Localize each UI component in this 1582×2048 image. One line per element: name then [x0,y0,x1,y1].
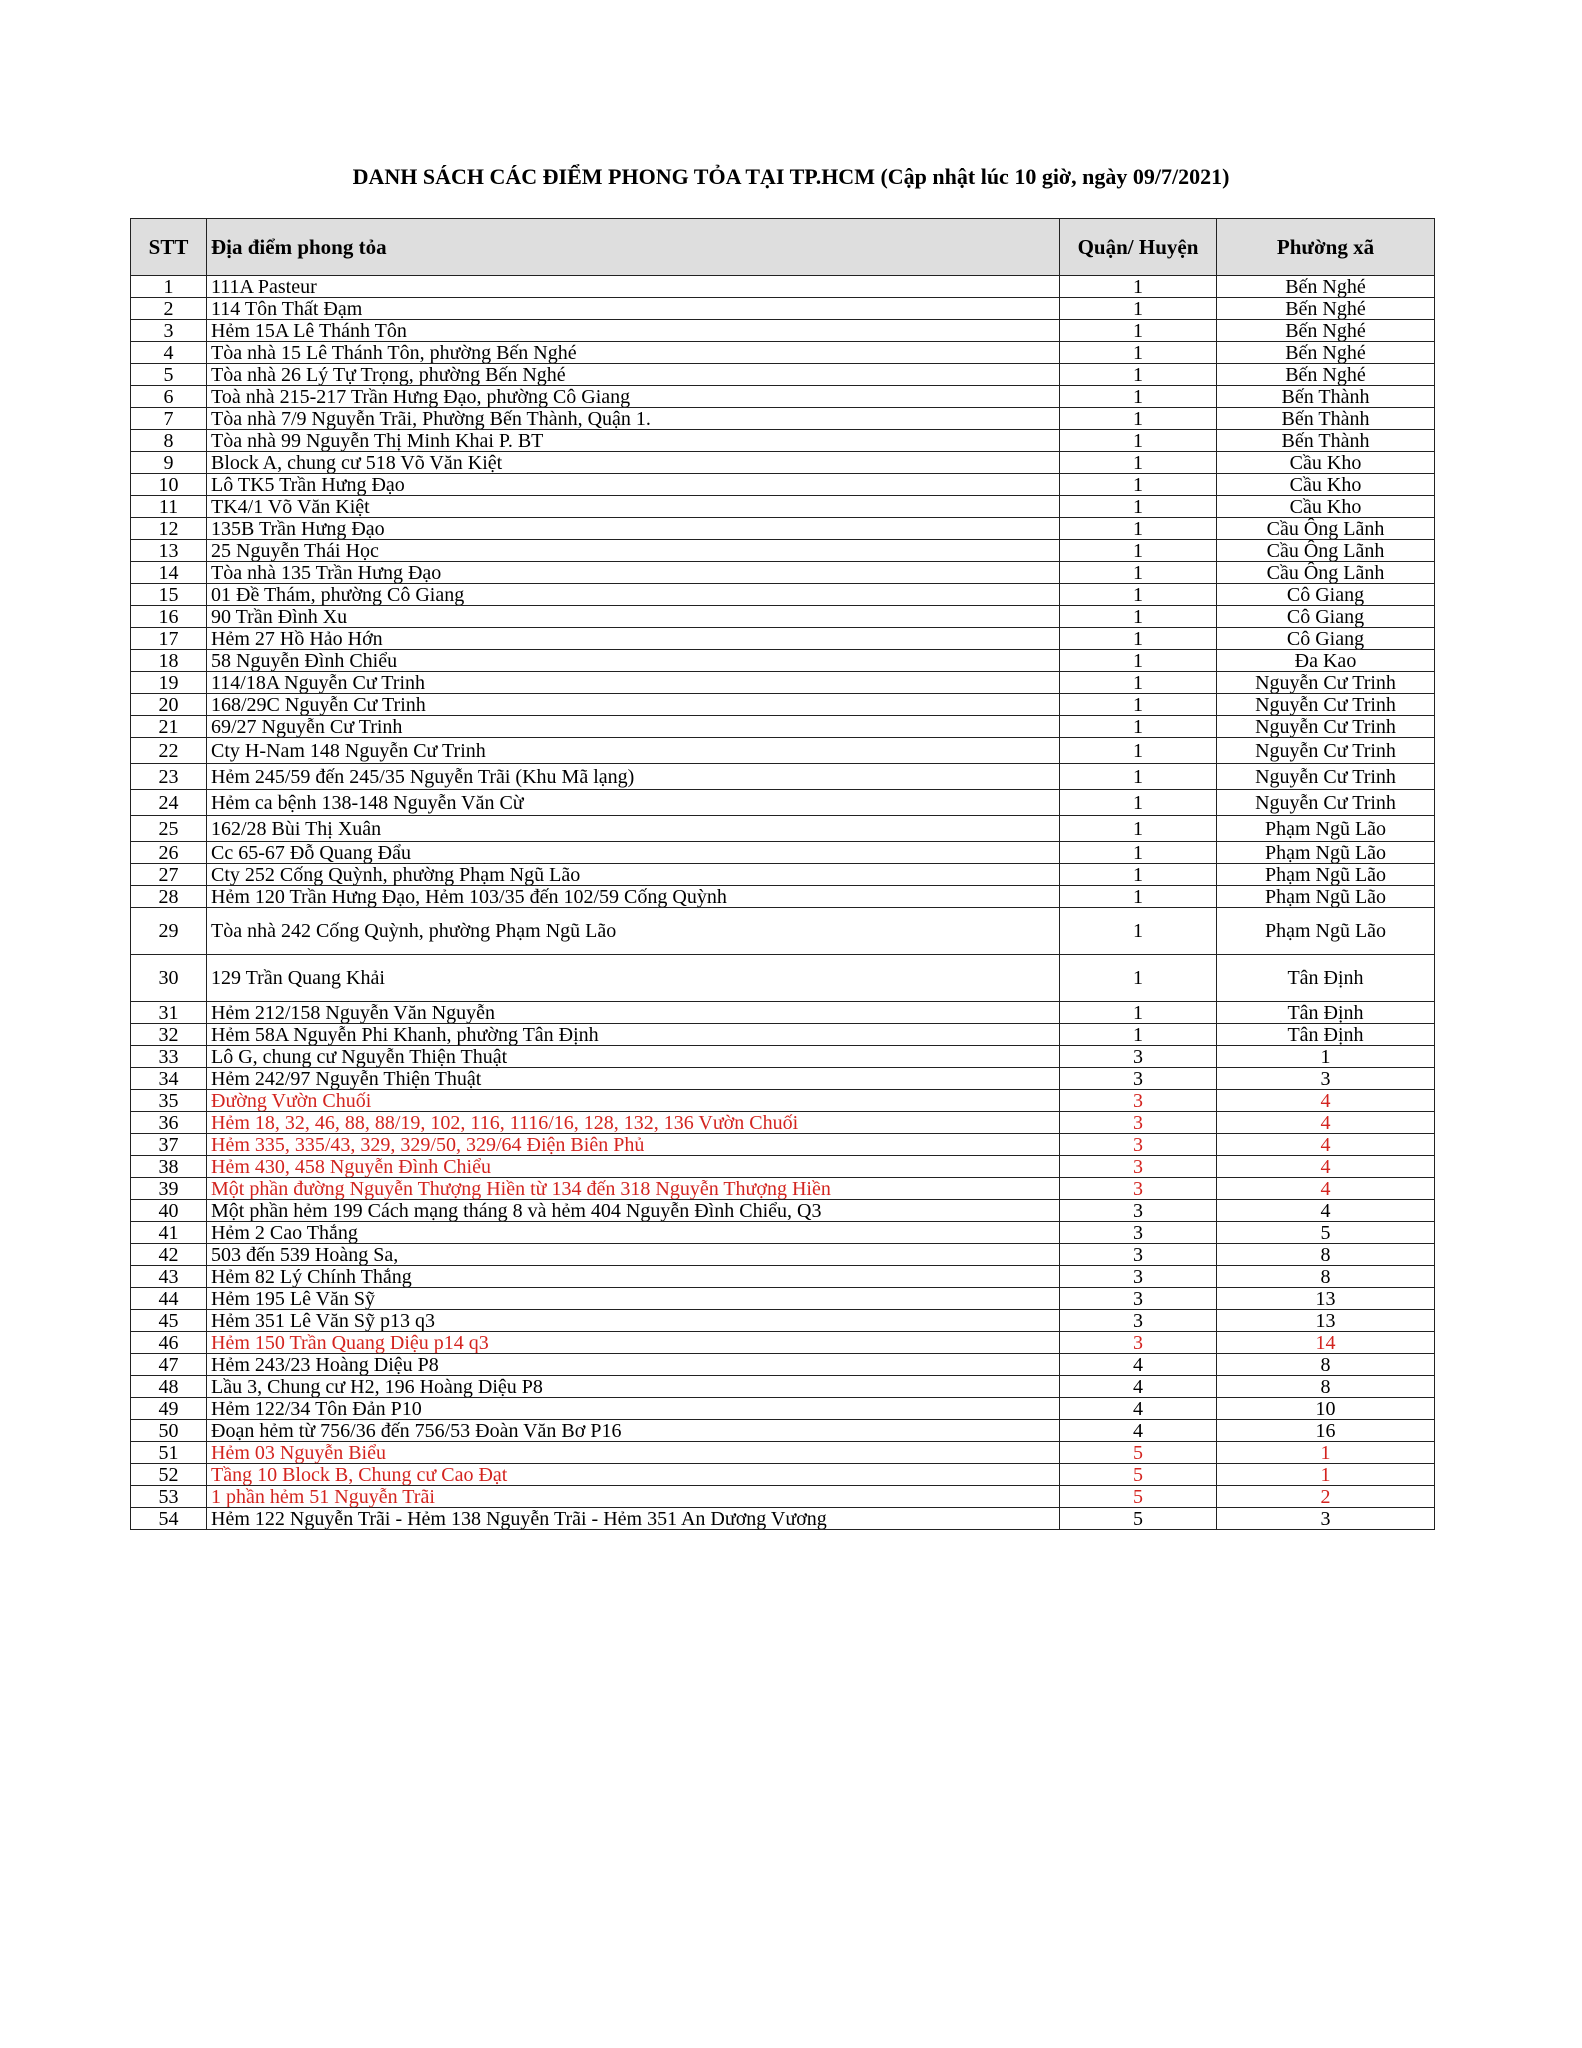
table-row [131,1420,1435,1442]
row-address: Một phần hẻm 199 Cách mạng tháng 8 và hẻm 404 Nguyễn Đình Chiểu, Q3 [207,1200,1060,1222]
row-district: 1 [1060,864,1217,886]
table-row [131,320,1435,342]
row-ward: Bến Thành [1217,430,1435,452]
row-district: 1 [1060,672,1217,694]
row-district: 1 [1060,886,1217,908]
row-district: 1 [1060,650,1217,672]
row-district: 1 [1060,276,1217,298]
row-stt: 32 [131,1024,207,1046]
row-stt: 7 [131,408,207,430]
row-ward: 10 [1217,1398,1435,1420]
row-ward: Nguyễn Cư Trinh [1217,694,1435,716]
table-row [131,842,1435,864]
table-row [131,364,1435,386]
row-stt: 14 [131,562,207,584]
row-stt: 44 [131,1288,207,1310]
row-ward: Cô Giang [1217,606,1435,628]
row-ward: 5 [1217,1222,1435,1244]
row-address: 90 Trần Đình Xu [207,606,1060,628]
row-district: 5 [1060,1442,1217,1464]
row-district: 4 [1060,1376,1217,1398]
row-stt: 40 [131,1200,207,1222]
row-stt: 15 [131,584,207,606]
row-ward: Phạm Ngũ Lão [1217,886,1435,908]
row-address: Lô TK5 Trần Hưng Đạo [207,474,1060,496]
row-district: 1 [1060,408,1217,430]
row-ward: Cầu Ông Lãnh [1217,562,1435,584]
row-district: 1 [1060,518,1217,540]
row-address: 129 Trần Quang Khải [207,955,1060,1002]
row-address: Cty 252 Cống Quỳnh, phường Phạm Ngũ Lão [207,864,1060,886]
row-ward: Nguyễn Cư Trinh [1217,716,1435,738]
row-ward: Nguyễn Cư Trinh [1217,672,1435,694]
table-row [131,1244,1435,1266]
row-address: Hẻm 430, 458 Nguyễn Đình Chiểu [207,1156,1060,1178]
row-stt: 34 [131,1068,207,1090]
table-row [131,672,1435,694]
row-address: 1 phần hẻm 51 Nguyễn Trãi [207,1486,1060,1508]
row-address: Hẻm 351 Lê Văn Sỹ p13 q3 [207,1310,1060,1332]
row-ward: Tân Định [1217,1002,1435,1024]
row-district: 1 [1060,1002,1217,1024]
row-address: Hẻm 58A Nguyễn Phi Khanh, phường Tân Định [207,1024,1060,1046]
row-ward: Bến Thành [1217,408,1435,430]
table-row [131,408,1435,430]
row-district: 4 [1060,1398,1217,1420]
table-row [131,584,1435,606]
header-row [131,219,1435,276]
row-address: Tòa nhà 135 Trần Hưng Đạo [207,562,1060,584]
row-district: 3 [1060,1112,1217,1134]
row-stt: 2 [131,298,207,320]
row-ward: Đa Kao [1217,650,1435,672]
table-row [131,452,1435,474]
table-row [131,518,1435,540]
table-row [131,1222,1435,1244]
table-header [131,219,1435,276]
row-address: Đường Vườn Chuối [207,1090,1060,1112]
row-address: Hẻm 242/97 Nguyễn Thiện Thuật [207,1068,1060,1090]
row-address: Tòa nhà 7/9 Nguyễn Trãi, Phường Bến Thành, Quận 1. [207,408,1060,430]
row-stt: 17 [131,628,207,650]
document-title: DANH SÁCH CÁC ĐIỂM PHONG TỎA TẠI TP.HCM (Cập nhật lúc 10 giờ, ngày 09/7/2021) [352,164,1230,189]
row-address: Toà nhà 215-217 Trần Hưng Đạo, phường Cô Giang [207,386,1060,408]
row-stt: 45 [131,1310,207,1332]
row-district: 3 [1060,1090,1217,1112]
row-ward: 16 [1217,1420,1435,1442]
row-ward: 14 [1217,1332,1435,1354]
row-address: Hẻm 212/158 Nguyễn Văn Nguyễn [207,1002,1060,1024]
table-row [131,1156,1435,1178]
table-row [131,1332,1435,1354]
row-district: 3 [1060,1178,1217,1200]
row-ward: Nguyễn Cư Trinh [1217,764,1435,790]
row-address: Hẻm 82 Lý Chính Thắng [207,1266,1060,1288]
row-ward: 1 [1217,1442,1435,1464]
row-stt: 37 [131,1134,207,1156]
row-district: 1 [1060,955,1217,1002]
row-ward: Cầu Ông Lãnh [1217,540,1435,562]
row-district: 3 [1060,1266,1217,1288]
header-district: Quận/ Huyện [1060,219,1217,276]
table-row [131,1002,1435,1024]
row-stt: 9 [131,452,207,474]
row-district: 3 [1060,1200,1217,1222]
row-address: Hẻm 195 Lê Văn Sỹ [207,1288,1060,1310]
table-row [131,562,1435,584]
lockdown-table [130,218,1435,1530]
row-district: 3 [1060,1222,1217,1244]
row-district: 1 [1060,452,1217,474]
row-ward: Bến Nghé [1217,298,1435,320]
row-ward: Bến Nghé [1217,342,1435,364]
row-address: 162/28 Bùi Thị Xuân [207,816,1060,842]
row-ward: Bến Nghé [1217,276,1435,298]
row-ward: Cầu Ông Lãnh [1217,518,1435,540]
row-district: 1 [1060,540,1217,562]
row-ward: Cô Giang [1217,628,1435,650]
row-stt: 36 [131,1112,207,1134]
row-address: 58 Nguyễn Đình Chiểu [207,650,1060,672]
table-row [131,790,1435,816]
row-address: 168/29C Nguyễn Cư Trinh [207,694,1060,716]
table-row [131,816,1435,842]
row-address: Tòa nhà 242 Cống Quỳnh, phường Phạm Ngũ Lão [207,908,1060,955]
row-stt: 16 [131,606,207,628]
row-stt: 31 [131,1002,207,1024]
row-stt: 46 [131,1332,207,1354]
table-row [131,738,1435,764]
row-district: 1 [1060,738,1217,764]
row-district: 1 [1060,430,1217,452]
row-stt: 51 [131,1442,207,1464]
row-stt: 6 [131,386,207,408]
table-row [131,1112,1435,1134]
table-row [131,298,1435,320]
table-body [131,276,1435,1530]
row-district: 3 [1060,1288,1217,1310]
row-stt: 49 [131,1398,207,1420]
row-address: Hẻm 120 Trần Hưng Đạo, Hẻm 103/35 đến 102/59 Cống Quỳnh [207,886,1060,908]
table-row [131,1486,1435,1508]
row-stt: 47 [131,1354,207,1376]
row-stt: 43 [131,1266,207,1288]
row-district: 1 [1060,764,1217,790]
row-stt: 54 [131,1508,207,1530]
row-district: 3 [1060,1046,1217,1068]
table-row [131,386,1435,408]
row-district: 1 [1060,716,1217,738]
row-district: 1 [1060,386,1217,408]
table-row [131,342,1435,364]
row-stt: 29 [131,908,207,955]
row-ward: 8 [1217,1354,1435,1376]
table-row [131,908,1435,955]
row-district: 1 [1060,628,1217,650]
row-address: Hẻm 2 Cao Thắng [207,1222,1060,1244]
row-ward: 1 [1217,1046,1435,1068]
table-row [131,1310,1435,1332]
row-address: 69/27 Nguyễn Cư Trinh [207,716,1060,738]
row-address: Tầng 10 Block B, Chung cư Cao Đạt [207,1464,1060,1486]
row-stt: 10 [131,474,207,496]
header-address: Địa điểm phong tỏa [207,219,1060,276]
row-ward: Bến Nghé [1217,364,1435,386]
row-address: 503 đến 539 Hoàng Sa, [207,1244,1060,1266]
row-ward: 4 [1217,1156,1435,1178]
table-row [131,764,1435,790]
table-row [131,1288,1435,1310]
table-row [131,1090,1435,1112]
table-row [131,628,1435,650]
row-stt: 21 [131,716,207,738]
row-stt: 33 [131,1046,207,1068]
table-row [131,864,1435,886]
row-address: Hẻm 243/23 Hoàng Diệu P8 [207,1354,1060,1376]
table-row [131,1200,1435,1222]
row-ward: 8 [1217,1376,1435,1398]
row-stt: 18 [131,650,207,672]
row-district: 1 [1060,364,1217,386]
row-stt: 30 [131,955,207,1002]
row-ward: 13 [1217,1310,1435,1332]
row-stt: 19 [131,672,207,694]
table-row [131,1024,1435,1046]
row-ward: 8 [1217,1244,1435,1266]
row-address: Hẻm 122 Nguyễn Trãi - Hẻm 138 Nguyễn Trãi - Hẻm 351 An Dương Vương [207,1508,1060,1530]
table-row [131,496,1435,518]
table-row [131,1442,1435,1464]
row-stt: 38 [131,1156,207,1178]
row-stt: 35 [131,1090,207,1112]
row-district: 3 [1060,1332,1217,1354]
table-row [131,886,1435,908]
row-address: Hẻm 335, 335/43, 329, 329/50, 329/64 Điện Biên Phủ [207,1134,1060,1156]
row-district: 1 [1060,694,1217,716]
row-district: 1 [1060,320,1217,342]
row-stt: 13 [131,540,207,562]
row-district: 3 [1060,1068,1217,1090]
row-stt: 42 [131,1244,207,1266]
row-ward: Bến Nghé [1217,320,1435,342]
table-row [131,1134,1435,1156]
row-ward: Cầu Kho [1217,452,1435,474]
table-row [131,955,1435,1002]
row-stt: 3 [131,320,207,342]
row-district: 4 [1060,1354,1217,1376]
row-district: 1 [1060,342,1217,364]
row-district: 1 [1060,842,1217,864]
row-address: Cty H-Nam 148 Nguyễn Cư Trinh [207,738,1060,764]
header-stt: STT [131,219,207,276]
row-district: 1 [1060,1024,1217,1046]
table-row [131,1354,1435,1376]
row-address: Lầu 3, Chung cư H2, 196 Hoàng Diệu P8 [207,1376,1060,1398]
row-stt: 11 [131,496,207,518]
row-ward: 4 [1217,1112,1435,1134]
row-address: Hẻm 27 Hồ Hảo Hớn [207,628,1060,650]
row-address: 01 Đề Thám, phường Cô Giang [207,584,1060,606]
table-row [131,1068,1435,1090]
table-row [131,276,1435,298]
row-address: Tòa nhà 26 Lý Tự Trọng, phường Bến Nghé [207,364,1060,386]
table-row [131,650,1435,672]
row-ward: Nguyễn Cư Trinh [1217,738,1435,764]
table-row [131,1178,1435,1200]
row-district: 3 [1060,1310,1217,1332]
row-district: 3 [1060,1134,1217,1156]
row-address: Lô G, chung cư Nguyễn Thiện Thuật [207,1046,1060,1068]
table-row [131,540,1435,562]
row-ward: 13 [1217,1288,1435,1310]
row-ward: 2 [1217,1486,1435,1508]
header-ward: Phường xã [1217,219,1435,276]
row-district: 3 [1060,1244,1217,1266]
row-address: Một phần đường Nguyễn Thượng Hiền từ 134 đến 318 Nguyễn Thượng Hiền [207,1178,1060,1200]
row-address: 135B Trần Hưng Đạo [207,518,1060,540]
row-ward: Bến Thành [1217,386,1435,408]
row-address: Cc 65-67 Đỗ Quang Đẩu [207,842,1060,864]
row-ward: 4 [1217,1178,1435,1200]
row-address: Tòa nhà 99 Nguyễn Thị Minh Khai P. BT [207,430,1060,452]
row-address: Hẻm 245/59 đến 245/35 Nguyễn Trãi (Khu Mã lạng) [207,764,1060,790]
lockdown-table-container [130,218,1435,1530]
row-district: 5 [1060,1486,1217,1508]
row-address: Hẻm ca bệnh 138-148 Nguyễn Văn Cừ [207,790,1060,816]
row-ward: Phạm Ngũ Lão [1217,864,1435,886]
row-stt: 53 [131,1486,207,1508]
row-address: Hẻm 150 Trần Quang Diệu p14 q3 [207,1332,1060,1354]
row-ward: Nguyễn Cư Trinh [1217,790,1435,816]
row-address: 111A Pasteur [207,276,1060,298]
row-district: 4 [1060,1420,1217,1442]
row-address: Hẻm 18, 32, 46, 88, 88/19, 102, 116, 1116/16, 128, 132, 136 Vườn Chuối [207,1112,1060,1134]
row-address: Hẻm 15A Lê Thánh Tôn [207,320,1060,342]
row-stt: 12 [131,518,207,540]
row-stt: 25 [131,816,207,842]
table-row [131,1046,1435,1068]
table-row [131,606,1435,628]
row-ward: Tân Định [1217,955,1435,1002]
row-district: 5 [1060,1508,1217,1530]
row-stt: 20 [131,694,207,716]
row-address: 114 Tôn Thất Đạm [207,298,1060,320]
row-district: 1 [1060,298,1217,320]
row-ward: 4 [1217,1200,1435,1222]
table-row [131,1464,1435,1486]
row-stt: 8 [131,430,207,452]
table-row [131,694,1435,716]
row-district: 1 [1060,496,1217,518]
row-ward: Phạm Ngũ Lão [1217,816,1435,842]
row-stt: 39 [131,1178,207,1200]
row-ward: 8 [1217,1266,1435,1288]
row-stt: 24 [131,790,207,816]
table-row [131,716,1435,738]
row-ward: Cô Giang [1217,584,1435,606]
table-row [131,1398,1435,1420]
row-ward: 1 [1217,1464,1435,1486]
row-stt: 23 [131,764,207,790]
row-ward: Tân Định [1217,1024,1435,1046]
row-stt: 50 [131,1420,207,1442]
row-ward: Cầu Kho [1217,474,1435,496]
row-stt: 5 [131,364,207,386]
row-ward: 4 [1217,1090,1435,1112]
row-stt: 4 [131,342,207,364]
row-address: Đoạn hẻm từ 756/36 đến 756/53 Đoàn Văn Bơ P16 [207,1420,1060,1442]
table-row [131,430,1435,452]
row-address: TK4/1 Võ Văn Kiệt [207,496,1060,518]
row-stt: 22 [131,738,207,764]
row-address: Tòa nhà 15 Lê Thánh Tôn, phường Bến Nghé [207,342,1060,364]
row-ward: Phạm Ngũ Lão [1217,908,1435,955]
row-district: 5 [1060,1464,1217,1486]
row-address: Hẻm 03 Nguyễn Biểu [207,1442,1060,1464]
table-row [131,1376,1435,1398]
row-stt: 26 [131,842,207,864]
row-district: 1 [1060,562,1217,584]
row-stt: 1 [131,276,207,298]
row-stt: 52 [131,1464,207,1486]
row-stt: 28 [131,886,207,908]
row-district: 1 [1060,908,1217,955]
row-district: 3 [1060,1156,1217,1178]
row-address: Block A, chung cư 518 Võ Văn Kiệt [207,452,1060,474]
row-ward: Phạm Ngũ Lão [1217,842,1435,864]
row-ward: 3 [1217,1508,1435,1530]
row-address: 25 Nguyễn Thái Học [207,540,1060,562]
row-ward: 4 [1217,1134,1435,1156]
table-row [131,474,1435,496]
row-stt: 41 [131,1222,207,1244]
row-stt: 27 [131,864,207,886]
row-district: 1 [1060,474,1217,496]
table-row [131,1266,1435,1288]
row-district: 1 [1060,790,1217,816]
row-district: 1 [1060,584,1217,606]
row-stt: 48 [131,1376,207,1398]
row-address: Hẻm 122/34 Tôn Đản P10 [207,1398,1060,1420]
row-ward: 3 [1217,1068,1435,1090]
row-district: 1 [1060,606,1217,628]
row-address: 114/18A Nguyễn Cư Trinh [207,672,1060,694]
row-district: 1 [1060,816,1217,842]
row-ward: Cầu Kho [1217,496,1435,518]
table-row [131,1508,1435,1530]
